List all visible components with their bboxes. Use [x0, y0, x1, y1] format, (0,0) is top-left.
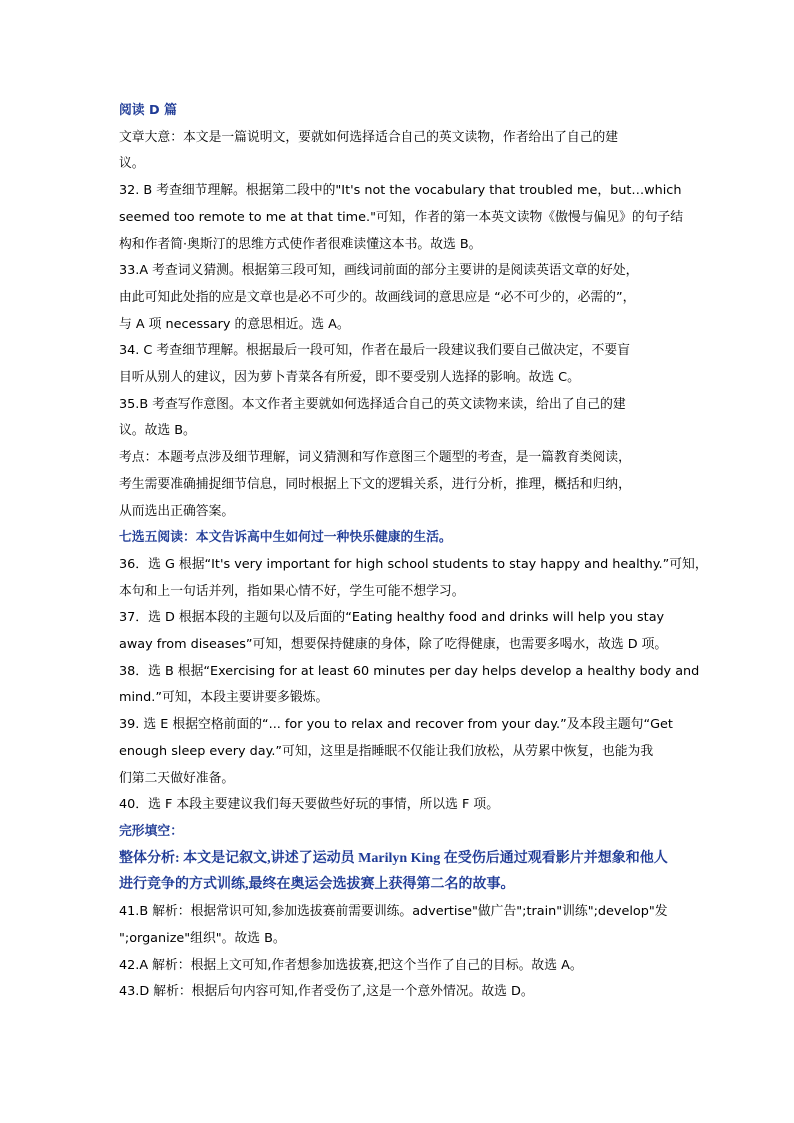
- summary-line: 文章大意：本文是一篇说明文，要就如何选择适合自己的英文读物，作者给出了自己的建: [119, 129, 619, 145]
- q39-line: 们第二天做好准备。: [119, 770, 235, 786]
- q38-line: mind.”可知，本段主要讲要多锻炼。: [119, 690, 329, 706]
- kaodian-line: 考点：本题考点涉及细节理解，词义猜测和写作意图三个题型的考查，是一篇教育类阅读，: [119, 450, 631, 466]
- q34-line: 目听从别人的建议，因为萝卜青菜各有所爱，即不要受别人选择的影响。故选 C。: [119, 370, 580, 386]
- q41-line: ";organize"组织"。故选 B。: [119, 930, 286, 946]
- q34-line: 34. C 考查细节理解。根据最后一段可知，作者在最后一段建议我们要自己做决定，不要盲: [119, 343, 630, 359]
- q33-line: 由此可知此处指的应是文章也是必不可少的。故画线词的意思应是 “必不可少的，必需的”，: [119, 289, 636, 305]
- section-heading-seven-five: 七选五阅读：本文告诉高中生如何过一种快乐健康的生活。: [119, 530, 452, 546]
- q36-line: 本句和上一句话并列，指如果心情不好，学生可能不想学习。: [119, 583, 465, 599]
- q38-line: 38．选 B 根据“Exercising for at least 60 minutes per day helps develop a healthy body and: [119, 663, 700, 679]
- q35-line: 议。故选 B。: [119, 423, 196, 439]
- q32-line: 构和作者简·奥斯汀的思维方式使作者很难读懂这本书。故选 B。: [119, 236, 482, 252]
- q32-line: 32. B 考查细节理解。根据第二段中的"It's not the vocabulary that troubled me，but…which: [119, 183, 682, 199]
- q36-line: 36．选 G 根据“It's very important for high school students to stay happy and healthy.”可知，: [119, 556, 708, 572]
- q43-line: 43.D 解析：根据后句内容可知,作者受伤了,这是一个意外情况。故选 D。: [119, 984, 534, 1000]
- section-heading-reading-d: 阅读 D 篇: [119, 103, 177, 118]
- section-heading-cloze: 完形填空：: [119, 823, 183, 839]
- answer-key-page: [119, 98, 708, 1006]
- q33-line: 33.A 考查词义猜测。根据第三段可知，画线词前面的部分主要讲的是阅读英语文章的好处，: [119, 263, 639, 279]
- q37-line: 37．选 D 根据本段的主题句以及后面的“Eating healthy food and drinks will help you stay: [119, 610, 665, 626]
- q39-line: 39. 选 E 根据空格前面的“... for you to relax and recover from your day.”及本段主题句“Get: [119, 717, 673, 733]
- cloze-analysis-line: 整体分析: 本文是记叙文,讲述了运动员 Marilyn King 在受伤后通过观看影片并想象和他人: [119, 850, 668, 866]
- q40-line: 40．选 F 本段主要建议我们每天要做些好玩的事情，所以选 F 项。: [119, 797, 499, 813]
- summary-line: 议。: [119, 156, 145, 172]
- q32-line: seemed too remote to me at that time."可知，作者的第一本英文读物《傲慢与偏见》的句子结: [119, 209, 684, 225]
- q41-line: 41.B 解析：根据常识可知,参加选拔赛前需要训练。advertise"做广告";train"训练";develop"发: [119, 904, 668, 920]
- q35-line: 35.B 考查写作意图。本文作者主要就如何选择适合自己的英文读物来读，给出了自己的建: [119, 396, 626, 412]
- q33-line: 与 A 项 necessary 的意思相近。选 A。: [119, 316, 350, 332]
- q42-line: 42.A 解析：根据上文可知,作者想参加选拔赛,把这个当作了自己的目标。故选 A。: [119, 957, 583, 973]
- q37-line: away from diseases”可知，想要保持健康的身体，除了吃得健康，也需要多喝水，故选 D 项。: [119, 637, 668, 653]
- cloze-analysis-line: 进行竞争的方式训练,最终在奥运会选拔赛上获得第二名的故事。: [119, 877, 515, 893]
- q39-line: enough sleep every day.”可知，这里是指睡眠不仅能让我们放松，从劳累中恢复，也能为我: [119, 743, 654, 759]
- kaodian-line: 考生需要准确捕捉细节信息，同时根据上下文的逻辑关系，进行分析，推理，概括和归纳，: [119, 476, 631, 492]
- kaodian-line: 从而选出正确答案。: [119, 503, 235, 519]
